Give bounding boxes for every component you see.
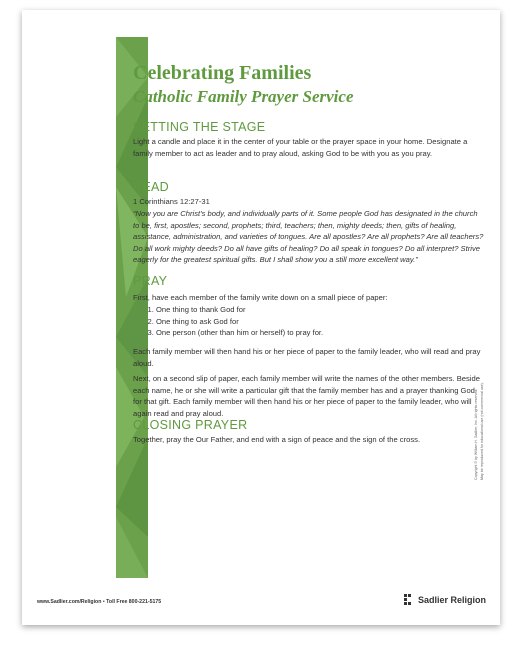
worksheet-page — [22, 10, 500, 625]
scripture-quote: “Now you are Christ’s body, and individually parts of it. Some people God has designated in the church to be, first, apostles; second, prophets; third, teachers; then, mighty deeds; then, gifts of healing, assistance, administration, and varieties of tongues. Are all apostles? Are all prophets? Are all teachers? Do all work mighty deeds? Do all have gifts of healing? Do all speak in tongues? Do all interpret? Strive eagerly for the greatest spiritual gifts. But I shall show you a still more excellent way.” — [133, 209, 484, 264]
section-heading-closing: CLOSING PRAYER — [133, 418, 248, 432]
side-permission-text: May be reproduced for educational use (not commercial use). — [480, 382, 484, 480]
section-heading-read: READ — [133, 180, 169, 194]
list-item: 1. One thing to thank God for — [156, 304, 456, 316]
footer-contact — [37, 599, 161, 605]
setting-paragraph: Light a candle and place it in the center of your table or the prayer space in your home. Designate a family member to act as leader and to pray aloud, asking God to be with you as you pray. — [133, 137, 468, 158]
section-heading-setting: SETTING THE STAGE — [133, 120, 266, 134]
logo-text: Sadlier Religion — [418, 595, 487, 605]
pray-paragraph-1: Each family member will then hand his or her piece of paper to the family leader, who will read and pray aloud. — [133, 347, 481, 368]
list-item: 2. One thing to ask God for — [156, 316, 456, 328]
pray-paragraph-2: Next, on a second slip of paper, each family member will write the names of the other members. Beside each name, he or she will write a particular gift that the family member has and a prayer thanking God for that gift. Each family member will then hand his or her piece of paper to the family leader, who will again read and pray aloud. — [133, 374, 480, 418]
closing-paragraph: Together, pray the Our Father, and end with a sign of peace and the sign of the cross. — [133, 435, 421, 444]
document-subtitle: Catholic Family Prayer Service — [133, 87, 354, 106]
pray-intro: First, have each member of the family write down on a small piece of paper: — [133, 293, 388, 302]
scripture-reference: 1 Corinthians 12:27-31 — [133, 197, 210, 206]
section-heading-pray: PRAY — [133, 274, 168, 288]
sadlier-logo-icon — [402, 593, 414, 607]
document-title: Celebrating Families — [133, 62, 312, 84]
side-copyright-text: Copyright © by William H. Sadlier, Inc. All rights reserved. — [474, 388, 478, 480]
sadlier-logo — [402, 593, 486, 607]
list-item: 3. One person (other than him or herself) to pray for. — [156, 327, 456, 339]
footer-phone: Toll Free 800-221-5175 — [106, 599, 162, 605]
footer-website: www.Sadlier.com/Religion — [37, 599, 102, 605]
footer-separator: • — [102, 599, 105, 605]
pray-list — [140, 304, 456, 339]
